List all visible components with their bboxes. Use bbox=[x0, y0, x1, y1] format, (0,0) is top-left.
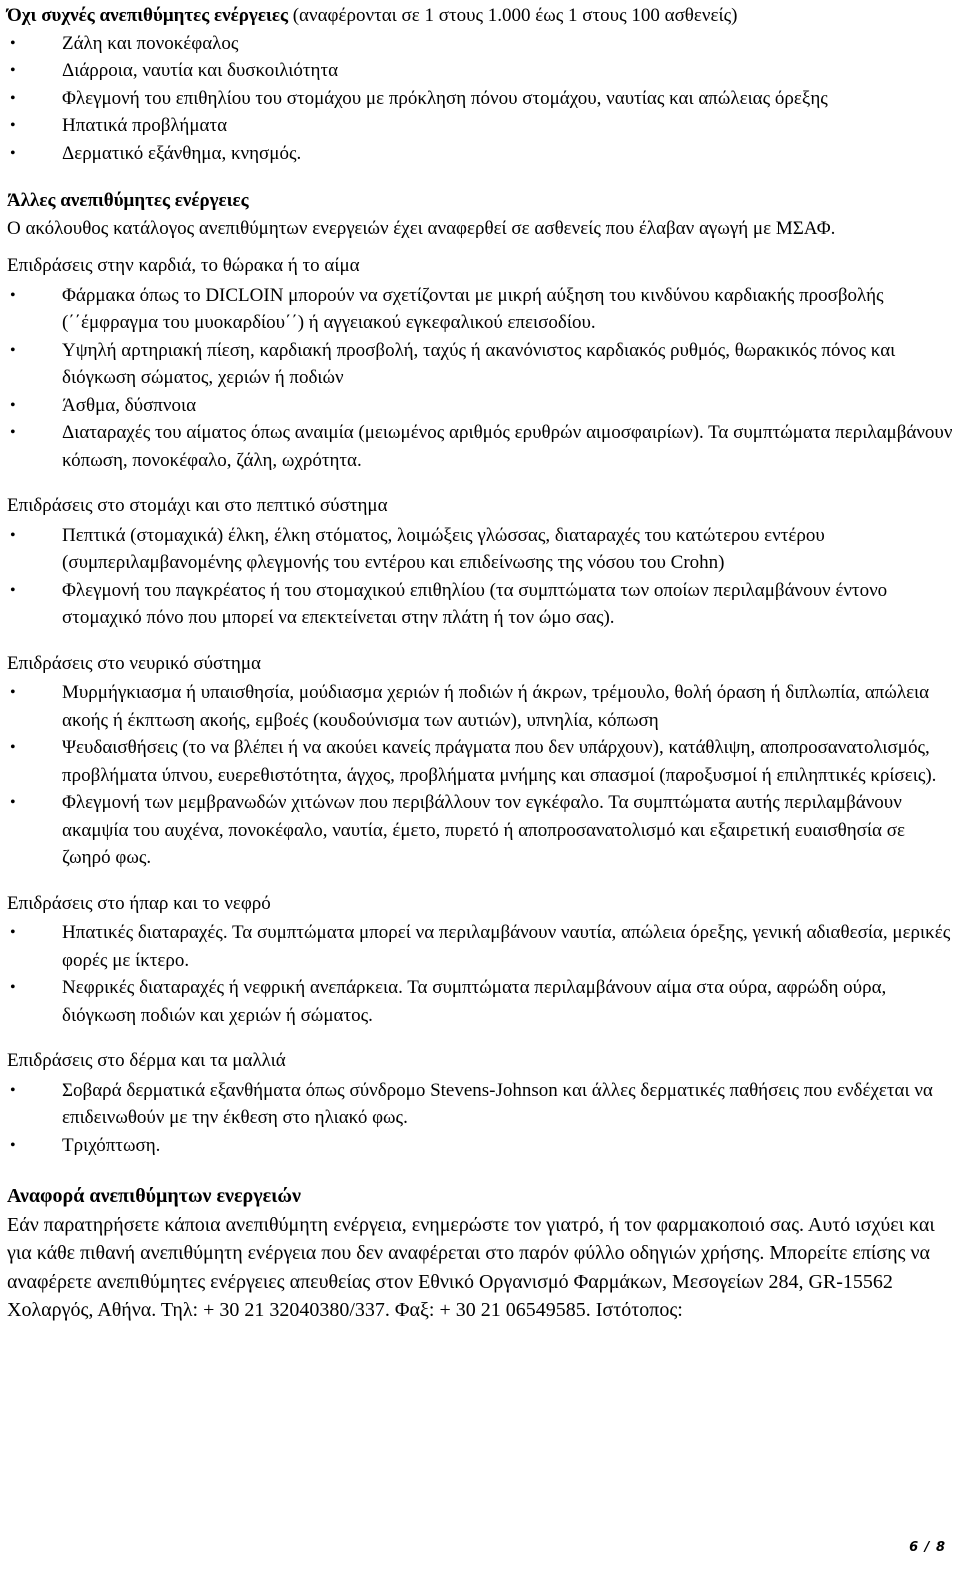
list-item-text: Διάρροια, ναυτία και δυσκοιλιότητα bbox=[62, 60, 339, 81]
bullet-icon: • bbox=[10, 526, 16, 544]
list-item-text: Ηπατικές διαταραχές. Τα συμπτώματα μπορεί να περιλαμβάνουν ναυτία, απώλεια όρεξης, γενική αδιαθεσία, μερικές φορές με ίκτερο. bbox=[62, 922, 951, 971]
list-item bbox=[7, 1077, 953, 1132]
bullet-icon: • bbox=[10, 1136, 16, 1154]
bullet-icon: • bbox=[10, 1081, 16, 1099]
list-item bbox=[7, 57, 953, 85]
bullet-icon: • bbox=[10, 34, 16, 52]
section-heading-stomach: Επιδράσεις στο στομάχι και στο πεπτικό σύστημα bbox=[7, 495, 388, 516]
bullet-icon: • bbox=[10, 117, 16, 134]
list-item-text: Πεπτικά (στομαχικά) έλκη, έλκη στόματος, λοιμώξεις γλώσσας, διαταραχές του κατώτερου εντέρου (συμπεριλαμβανομένης φλεγμονής του εντέρου και επιδείνωσης της νόσου του Crohn) bbox=[62, 524, 825, 573]
list-item-text: Δερματικό εξάνθημα, κνησμός. bbox=[62, 142, 302, 164]
section-list-nervous bbox=[7, 679, 953, 872]
uncommon-effects-list bbox=[7, 30, 953, 168]
list-item bbox=[7, 85, 953, 113]
list-item-text: Υψηλή αρτηριακή πίεση, καρδιακή προσβολή, ταχύς ή ακανόνιστος καρδιακός ρυθμός, θωρακικός πόνος και διόγκωση σώματος, χεριών ή ποδιών bbox=[62, 339, 896, 388]
list-item bbox=[7, 140, 953, 168]
list-item-text: Άσθμα, δύσπνοια bbox=[62, 394, 197, 416]
section-heading-heart: Επιδράσεις στην καρδιά, το θώρακα ή το αίμα bbox=[7, 255, 360, 276]
section-list-liver-kidney bbox=[7, 919, 953, 1029]
bullet-icon: • bbox=[10, 341, 16, 359]
section-list-heart bbox=[7, 282, 953, 475]
uncommon-effects-title bbox=[7, 2, 953, 30]
list-item-text: Φάρμακα όπως το DICLOIN μπορούν να σχετίζονται με μικρή αύξηση του κινδύνου καρδιακής προσβολής (΄΄έμφραγμα του μυοκαρδίου΄΄) ή αγγειακού εγκεφαλικού επεισοδίου. bbox=[62, 284, 884, 333]
list-item bbox=[7, 30, 953, 58]
list-item-text: Ηπατικά προβλήματα bbox=[62, 115, 228, 136]
list-item bbox=[7, 974, 953, 1029]
list-item bbox=[7, 392, 953, 420]
list-item-text: Φλεγμονή του παγκρέατος ή του στομαχικού επιθηλίου (τα συμπτώματα των οποίων περιλαμβάνουν έντονο στομαχικό πόνο που μπορεί να επεκτείνεται στην πλάτη ή τον ώμο σας). bbox=[62, 579, 888, 628]
bullet-icon: • bbox=[10, 286, 16, 304]
bullet-icon: • bbox=[10, 581, 16, 599]
list-item-text: Διαταραχές του αίματος όπως αναιμία (μειωμένος αριθμός ερυθρών αιμοσφαιρίων). Τα συμπτώματα περιλαμβάνουν κόπωση, πονοκέφαλο, ζάλη, ωχρότητα. bbox=[62, 422, 953, 471]
list-item bbox=[7, 522, 953, 577]
uncommon-effects-title-rest: (αναφέρονται σε 1 στους 1.000 έως 1 στους 100 ασθενείς) bbox=[287, 5, 738, 26]
list-item-text: Νεφρικές διαταραχές ή νεφρική ανεπάρκεια. Τα συμπτώματα περιλαμβάνουν αίμα στα ούρα, αφρώδη ούρα, διόγκωση ποδιών και χεριών ή σώματος. bbox=[62, 977, 887, 1026]
document-page bbox=[7, 2, 953, 1325]
bullet-icon: • bbox=[10, 794, 16, 811]
uncommon-effects-title-bold: Όχι συχνές ανεπιθύμητες ενέργειες bbox=[7, 5, 288, 26]
list-item bbox=[7, 337, 953, 392]
page-number: 6 / 8 bbox=[909, 1539, 946, 1555]
list-item bbox=[7, 1132, 953, 1160]
list-item-text: Ψευδαισθήσεις (το να βλέπει ή να ακούει κανείς πράγματα που δεν υπάρχουν), κατάθλιψη, αποπροσανατολισμός, προβλήματα ύπνου, ευερεθιστότητα, άγχος, προβλήματα μνήμης και σπασμοί (παροξυσμοί ή επιληπτικές κρίσεις). bbox=[62, 737, 937, 786]
other-effects-title: Άλλες ανεπιθύμητες ενέργειες bbox=[7, 190, 249, 211]
list-item bbox=[7, 282, 953, 337]
list-item-text: Μυρμήγκιασμα ή υπαισθησία, μούδιασμα χεριών ή ποδιών ή άκρων, τρέμουλο, θολή όραση ή διπλωπία, απώλεια ακοής ή έκπτωση ακοής, εμβοές (κουδούνισμα των αυτιών), υπνηλία, κόπωση bbox=[62, 682, 930, 731]
bullet-icon: • bbox=[10, 979, 16, 996]
bullet-icon: • bbox=[10, 739, 16, 756]
section-heading-nervous: Επιδράσεις στο νευρικό σύστημα bbox=[7, 652, 262, 674]
list-item bbox=[7, 419, 953, 474]
list-item bbox=[7, 919, 953, 974]
bullet-icon: • bbox=[10, 396, 16, 414]
section-list-stomach bbox=[7, 522, 953, 632]
list-item bbox=[7, 679, 953, 734]
list-item-text: Τριχόπτωση. bbox=[62, 1134, 161, 1156]
list-item bbox=[7, 734, 953, 789]
bullet-icon: • bbox=[10, 144, 16, 162]
list-item bbox=[7, 112, 953, 140]
list-item-text: Φλεγμονή του επιθηλίου του στομάχου με πρόκληση πόνου στομάχου, ναυτίας και απώλειας όρεξης bbox=[62, 87, 828, 109]
bullet-icon: • bbox=[10, 89, 16, 107]
other-effects-text: Ο ακόλουθος κατάλογος ανεπιθύμητων ενεργειών έχει αναφερθεί σε ασθενείς που έλαβαν αγωγή με ΜΣΑΦ. bbox=[7, 217, 836, 239]
list-item-text: Ζάλη και πονοκέφαλος bbox=[62, 32, 239, 54]
list-item-text: Σοβαρά δερματικά εξανθήματα όπως σύνδρομο Stevens-Johnson και άλλες δερματικές παθήσεις που ενδέχεται να επιδεινωθούν με την έκθεση στο ηλιακό φως. bbox=[62, 1079, 933, 1128]
bullet-icon: • bbox=[10, 684, 16, 701]
bullet-icon: • bbox=[10, 424, 16, 441]
list-item-text: Φλεγμονή των μεμβρανωδών χιτώνων που περιβάλλουν τον εγκέφαλο. Τα συμπτώματα αυτής περιλαμβάνουν ακαμψία του αυχένα, πονοκέφαλο, ναυτία, έμετο, πυρετό ή αποπροσανατολισμό και εξαιρετική ευαισθησία σε ζωηρό φως. bbox=[62, 792, 905, 868]
reporting-title: Αναφορά ανεπιθύμητων ενεργειών bbox=[7, 1185, 301, 1207]
section-heading-skin-hair: Επιδράσεις στο δέρμα και τα μαλλιά bbox=[7, 1050, 286, 1071]
list-item bbox=[7, 789, 953, 872]
bullet-icon: • bbox=[10, 62, 16, 79]
section-heading-liver-kidney: Επιδράσεις στο ήπαρ και το νεφρό bbox=[7, 892, 271, 914]
bullet-icon: • bbox=[10, 924, 16, 941]
section-list-skin-hair bbox=[7, 1077, 953, 1160]
list-item bbox=[7, 577, 953, 632]
reporting-text: Εάν παρατηρήσετε κάποια ανεπιθύμητη ενέργεια, ενημερώστε τον γιατρό, ή τον φαρμακοποιό σας. Αυτό ισχύει και για κάθε πιθανή ανεπιθύμητη ενέργεια που δεν αναφέρεται στο παρόν φύλλο οδηγιών χρήσης. Μπορείτε επίσης να αναφέρετε ανεπιθύμητες ενέργειες απευθείας στον Εθνικό Οργανισμό Φαρμάκων, Μεσογείων 284, GR-15562 Χολαργός, Αθήνα. Τηλ: + 30 21 32040380/337. Φαξ: + 30 21 06549585. Ιστότοπος: bbox=[7, 1213, 935, 1321]
